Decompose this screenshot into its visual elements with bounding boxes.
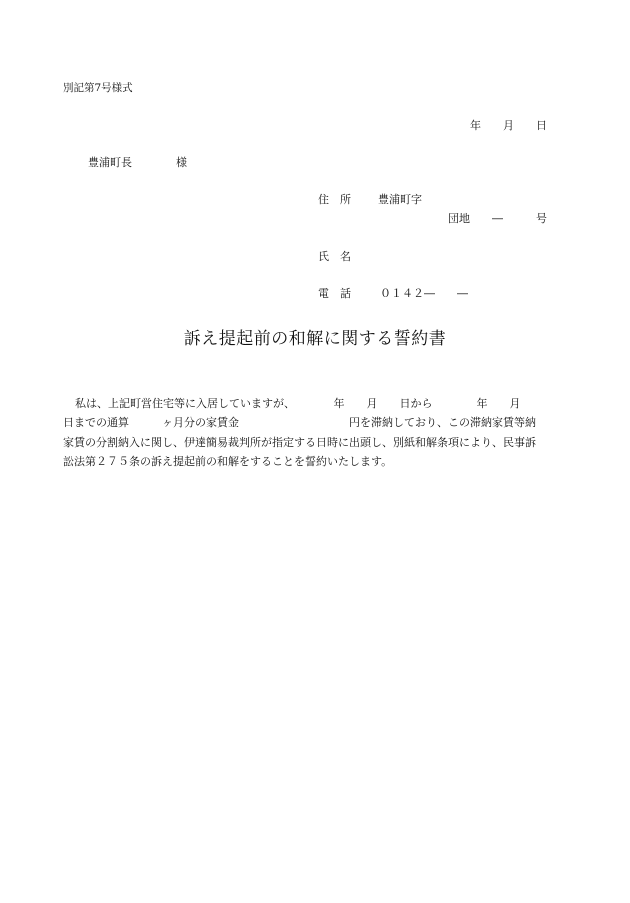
date-line: 年 月 日 — [470, 119, 547, 132]
body-line: 私は、上記町営住宅等に入居していますが、 年 月 日から 年 月 — [75, 397, 521, 410]
body-line: 日までの通算 ヶ月分の家賃金 円を滞納しており、この滞納家賃等納 — [63, 416, 536, 429]
address-label: 住 所 — [318, 193, 351, 206]
document-title: 訴え提起前の和解に関する誓約書 — [183, 329, 447, 349]
addressee: 豊浦町長 様 — [88, 156, 187, 169]
phone-label: 電 話 — [318, 287, 351, 300]
phone-value: ０１４２― ― — [380, 287, 468, 300]
form-number: 別記第7号様式 — [63, 82, 133, 94]
address-line2: 団地 ― 号 — [448, 212, 547, 225]
body-line: 家賃の分割納入に関し、伊達簡易裁判所が指定する日時に出頭し、別紙和解条項により、民事訴 — [63, 436, 536, 449]
name-label: 氏 名 — [318, 250, 351, 263]
address-value: 豊浦町字 — [378, 193, 422, 206]
body-line: 訟法第２７５条の訴え提起前の和解をすることを誓約いたします。 — [63, 455, 393, 468]
